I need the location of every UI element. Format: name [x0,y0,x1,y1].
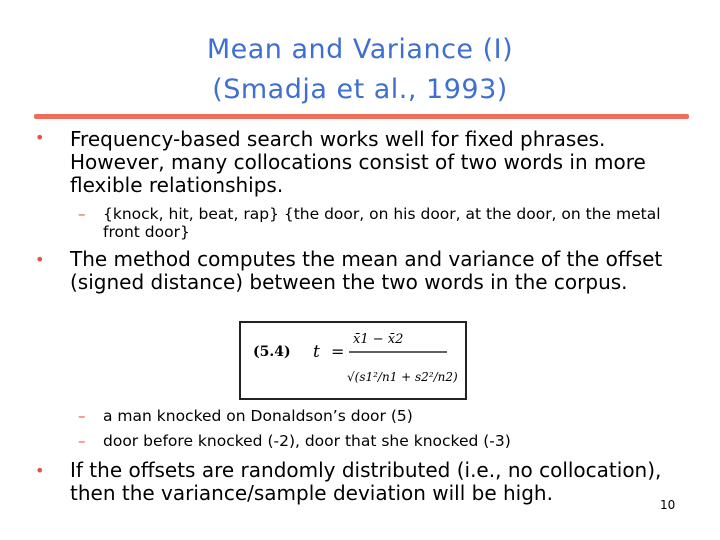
bullet-1-text: Frequency-based search works well for fixed phrases. However, many collocations consist of two words in more flexible relationships. [70,127,646,197]
slide-title [0,30,720,110]
formula-image [239,321,467,400]
equation-numerator: x̄1 − x̄2 [353,332,404,347]
dash-marker: – [78,205,86,223]
sub-bullet-2-text: a man knocked on Donaldson’s door (5) [103,407,413,425]
bullet-marker: • [35,250,45,269]
slide-title-line-1: Mean and Variance (I) [206,34,514,65]
equation-denominator: √(s1²/n1 + s2²/n2) [347,370,458,384]
formula-svg [241,323,465,398]
bullet-3-text: If the offsets are randomly distributed (i.e., no collocation), then the variance/sample deviation will be high. [70,458,662,505]
title-divider [34,114,689,119]
bullet-2-text: The method computes the mean and variance of the offset (signed distance) between the two words in the corpus. [70,247,663,294]
equation-equals: = [331,342,345,361]
sub-bullet-3-text: door before knocked (-2), door that she knocked (-3) [103,432,511,450]
equation-lhs: t [313,342,320,362]
dash-marker: – [78,432,86,450]
bullet-marker: • [35,128,45,147]
slide-title-line-2: (Smadja et al., 1993) [212,74,508,105]
page-number: 10 [660,498,676,512]
dash-marker: – [78,407,86,425]
bullet-marker: • [35,461,45,480]
sub-bullet-1-text: {knock, hit, beat, rap} {the door, on his door, at the door, on the metal front door} [103,205,661,241]
equation-number: (5.4) [253,344,291,360]
